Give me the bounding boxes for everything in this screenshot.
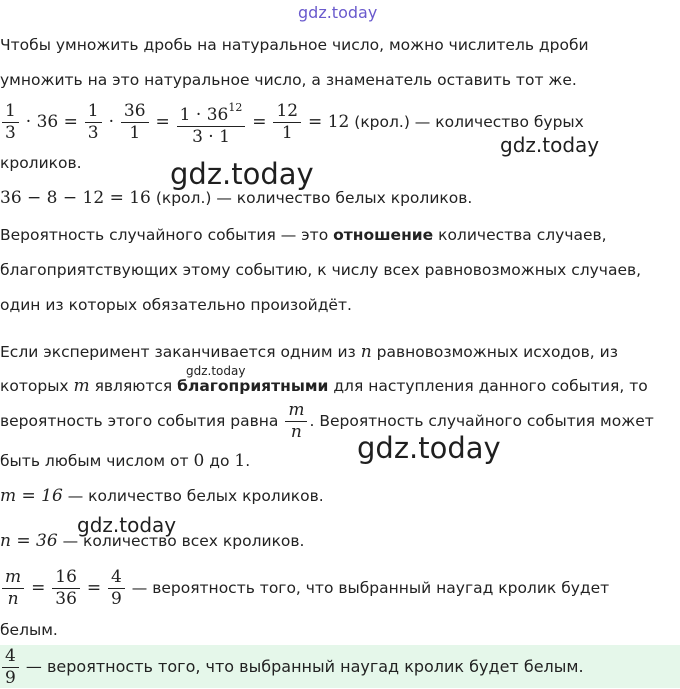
equation-text-cont: кроликов. [0, 154, 82, 172]
watermark-top: gdz.today [298, 3, 378, 22]
definition-line-3: один из которых обязательно произойдёт. [0, 296, 352, 314]
equation-white-rabbits: 36 − 8 − 12 = 16 (крол.) — количество белых кроликов. [0, 188, 473, 208]
fraction: $\frac{1}{3}$ [85, 102, 102, 143]
fraction: $\frac{12}{1}$ [273, 102, 301, 143]
watermark: gdz.today [170, 157, 314, 191]
probability-line-1: Если эксперимент заканчивается одним из n равновозможных исходов, из [0, 342, 618, 362]
fraction-reduced: $\frac{1 \cdot 36^{12}}{3 \cdot 1}$ [177, 98, 246, 147]
fraction: $\frac{36}{1}$ [121, 102, 149, 143]
answer-line: $\frac{4}{9}$ — вероятность того, что выбранный наугад кролик будет белым. [0, 645, 584, 689]
fraction: $\frac{m}{n}$ [2, 568, 24, 609]
equation-probability: $\frac{m}{n}$ = $\frac{16}{36}$ = $\frac{4}{9}$ — вероятность того, что выбранный наугад кролик будет [0, 566, 609, 610]
fraction: $\frac{16}{36}$ [52, 568, 80, 609]
probability-line-4: быть любым числом от 0 до 1. [0, 451, 251, 471]
rule-text-line-1: Чтобы умножить дробь на натуральное число, можно числитель дроби [0, 36, 589, 54]
equation-n: n = 36 — количество всех кроликов. [0, 531, 305, 551]
answer-fraction: $\frac{4}{9}$ [2, 647, 19, 688]
watermark: gdz.today [186, 364, 246, 378]
equation-probability-cont: белым. [0, 621, 58, 639]
definition-line-1: Вероятность случайного события — это отношение количества случаев, [0, 226, 607, 244]
probability-line-3: вероятность этого события равна $\frac{m}{n}$ . Вероятность случайного события может [0, 400, 654, 442]
watermark: gdz.today [77, 513, 177, 537]
probability-line-2: которых m являются благоприятными для наступления данного события, то [0, 376, 648, 396]
equation-text: (крол.) — количество бурых [354, 113, 584, 131]
equation-m: m = 16 — количество белых кроликов. [0, 486, 324, 506]
rule-text-line-2: умножить на это натуральное число, а знаменатель оставить тот же. [0, 71, 577, 89]
definition-line-2: благоприятствующих этому событию, к числу всех равновозможных случаев, [0, 261, 642, 279]
watermark: gdz.today [500, 133, 600, 157]
equation-brown-rabbits: $\frac{1}{3}$ · 36 = $\frac{1}{3}$ · $\frac{36}{1}$ = $\frac{1 \cdot 36^{12}}{3 \cdot 1}$ = $\frac{12}{1}$ = 12 (крол.) — количество бурых [0, 98, 584, 147]
watermark: gdz.today [357, 431, 501, 465]
fraction: $\frac{1}{3}$ [2, 102, 19, 143]
fraction: $\frac{4}{9}$ [108, 568, 125, 609]
fraction-m-n: $\frac{m}{n}$ [285, 401, 307, 442]
